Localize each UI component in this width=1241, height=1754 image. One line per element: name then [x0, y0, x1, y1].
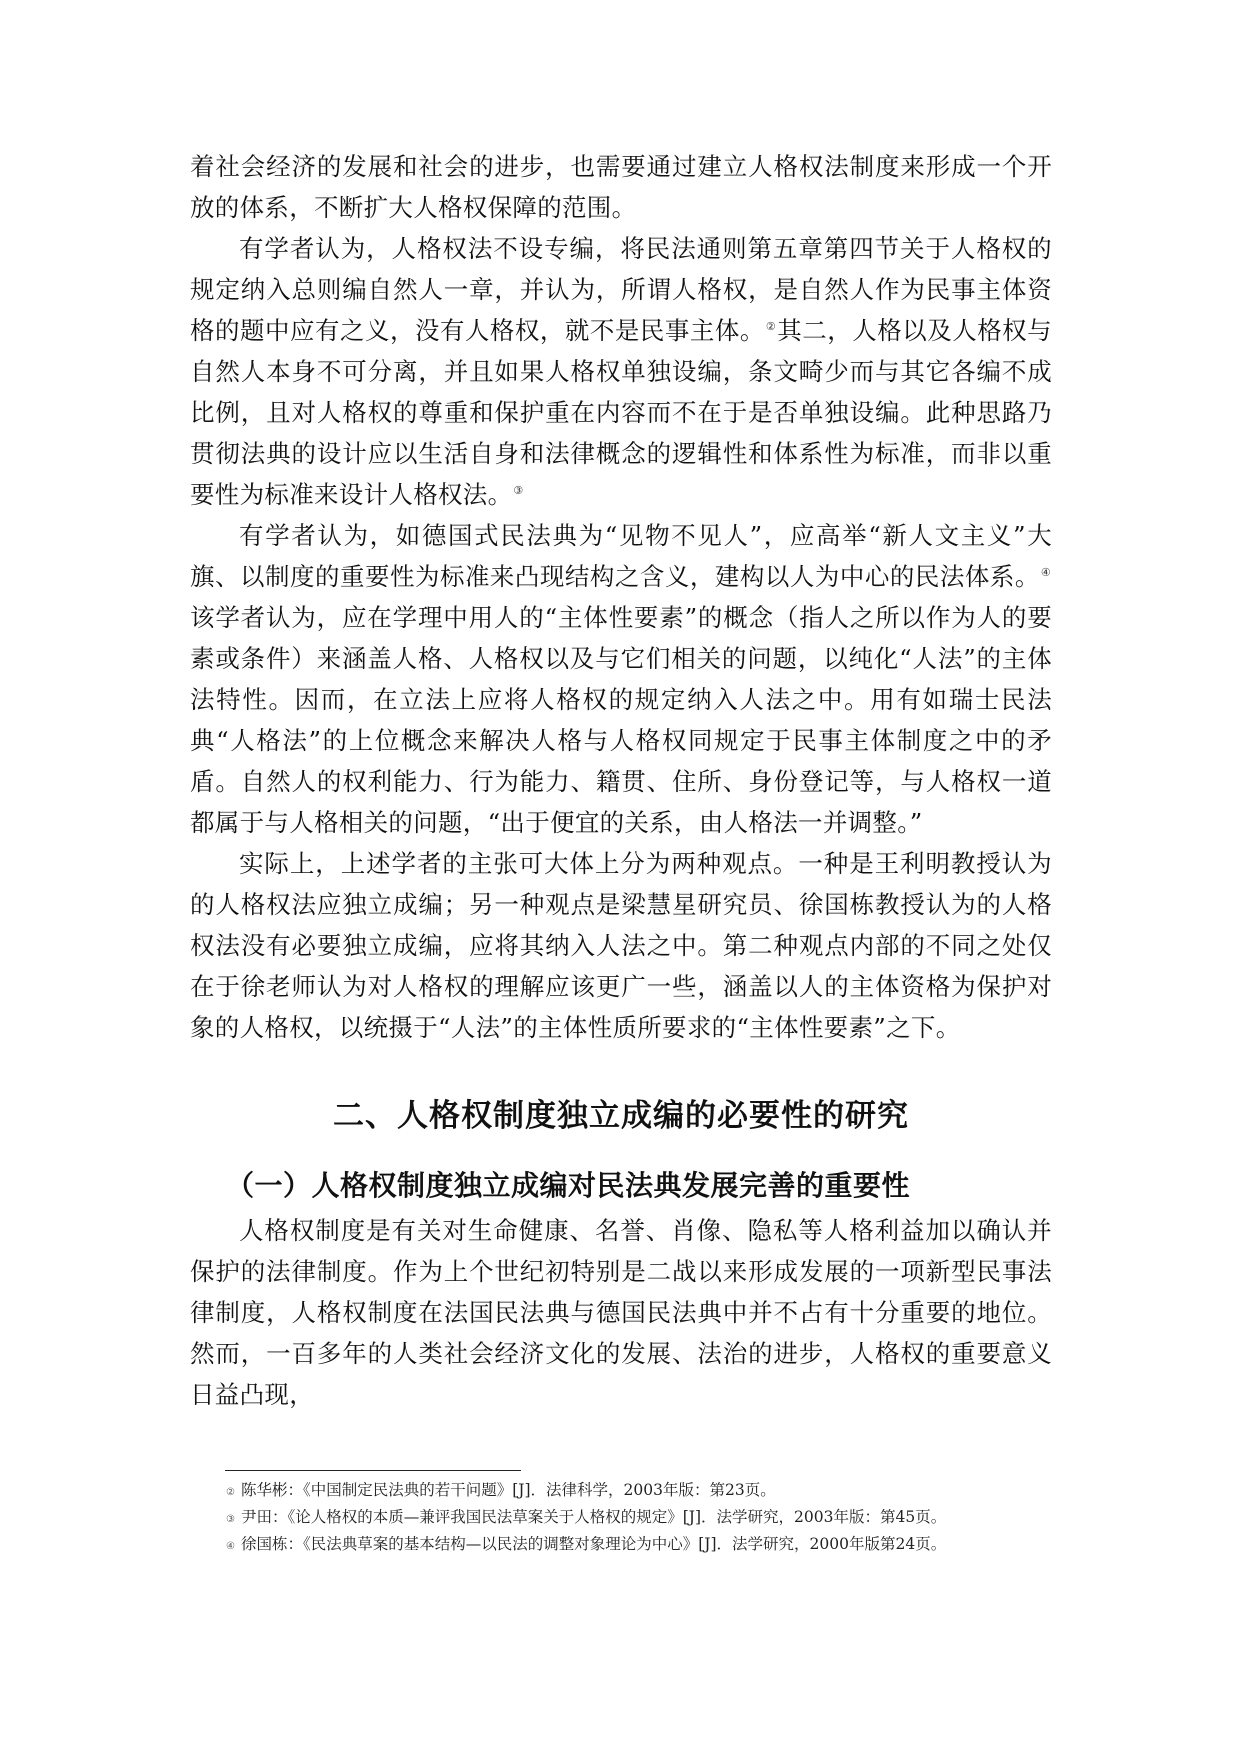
document-body — [190, 146, 1052, 1415]
footnote-divider — [225, 1470, 521, 1471]
paragraph-text: 其二，人格以及人格权与自然人本身不可分离，并且如果人格权单独设编，条文畸少而与其它各编不成比例，且对人格权的尊重和保护重在内容而不在于是否单独设编。此种思路乃贯彻法典的设计应以生活自身和法律概念的逻辑性和体系性为标准，而非以重要性为标准来设计人格权法。 — [190, 316, 1052, 509]
paragraph-continuation: 着社会经济的发展和社会的进步，也需要通过建立人格权法制度来形成一个开放的体系，不断扩大人格权保障的范围。 — [190, 152, 1052, 222]
paragraph-subsection-intro: 人格权制度是有关对生命健康、名誉、肖像、隐私等人格利益加以确认并保护的法律制度。作为上个世纪初特别是二战以来形成发展的一项新型民事法律制度，人格权制度在法国民法典与德国民法典中并不占有十分重要的地位。然而，一百多年的人类社会经济文化的发展、法治的进步，人格权的重要意义日益凸现， — [190, 1216, 1052, 1409]
paragraph-scholar-view-1 — [190, 228, 1052, 515]
footnote-mark: ④ — [226, 1541, 235, 1552]
section-heading: 二、人格权制度独立成编的必要性的研究 — [333, 1098, 909, 1134]
footnote-item — [190, 1478, 1052, 1505]
footnote-text: 尹田：《论人格权的本质—兼评我国民法草案关于人格权的规定》[J]．法学研究，2003年版：第45页。 — [240, 1508, 947, 1526]
paragraph-text: 该学者认为，应在学理中用人的“主体性要素”的概念（指人之所以作为人的要素或条件）来涵盖人格、人格权以及与它们相关的问题，以纯化“人法”的主体法特性。因而，在立法上应将人格权的规定纳入人法之中。用有如瑞士民法典“人格法”的上位概念来解决人格与人格权同规定于民事主体制度之中的矛盾。自然人的权利能力、行为能力、籍贯、住所、身份登记等，与人格权一道都属于与人格相关的问题，“出于便宜的关系，由人格法一并调整。” — [190, 603, 1052, 837]
footnote-reference[interactable]: ④ — [1040, 565, 1051, 579]
paragraph-scholar-view-2 — [190, 515, 1052, 843]
footnote-mark: ③ — [226, 1514, 235, 1525]
footnotes-section — [190, 1478, 1052, 1559]
footnote-text: 徐国栋：《民法典草案的基本结构—以民法的调整对象理论为中心》[J]．法学研究，2000年版第24页。 — [240, 1535, 947, 1553]
subsection-heading: （一）人格权制度独立成编对民法典发展完善的重要性 — [226, 1169, 911, 1202]
footnote-mark: ② — [226, 1487, 235, 1498]
footnote-reference[interactable]: ② — [765, 319, 777, 333]
footnote-reference[interactable]: ③ — [513, 483, 524, 497]
paragraph-text: 有学者认为，如德国式民法典为“见物不见人”，应高举“新人文主义”大旗、以制度的重要性为标准来凸现结构之含义，建构以人为中心的民法体系。 — [190, 521, 1052, 591]
footnote-item — [190, 1505, 1052, 1532]
paragraph-text: 有学者认为，人格权法不设专编，将民法通则第五章第四节关于人格权的规定纳入总则编自然人一章，并认为，所谓人格权，是自然人作为民事主体资格的题中应有之义，没有人格权，就不是民事主体。 — [190, 234, 1052, 345]
paragraph-summary: 实际上，上述学者的主张可大体上分为两种观点。一种是王利明教授认为的人格权法应独立成编；另一种观点是梁慧星研究员、徐国栋教授认为的人格权法没有必要独立成编，应将其纳入人法之中。第二种观点内部的不同之处仅在于徐老师认为对人格权的理解应该更广一些，涵盖以人的主体资格为保护对象的人格权，以统摄于“人法”的主体性质所要求的“主体性要素”之下。 — [190, 849, 1052, 1042]
footnote-item — [190, 1532, 1052, 1559]
footnote-text: 陈华彬：《中国制定民法典的若干问题》[J]．法律科学，2003年版：第23页。 — [240, 1481, 776, 1499]
